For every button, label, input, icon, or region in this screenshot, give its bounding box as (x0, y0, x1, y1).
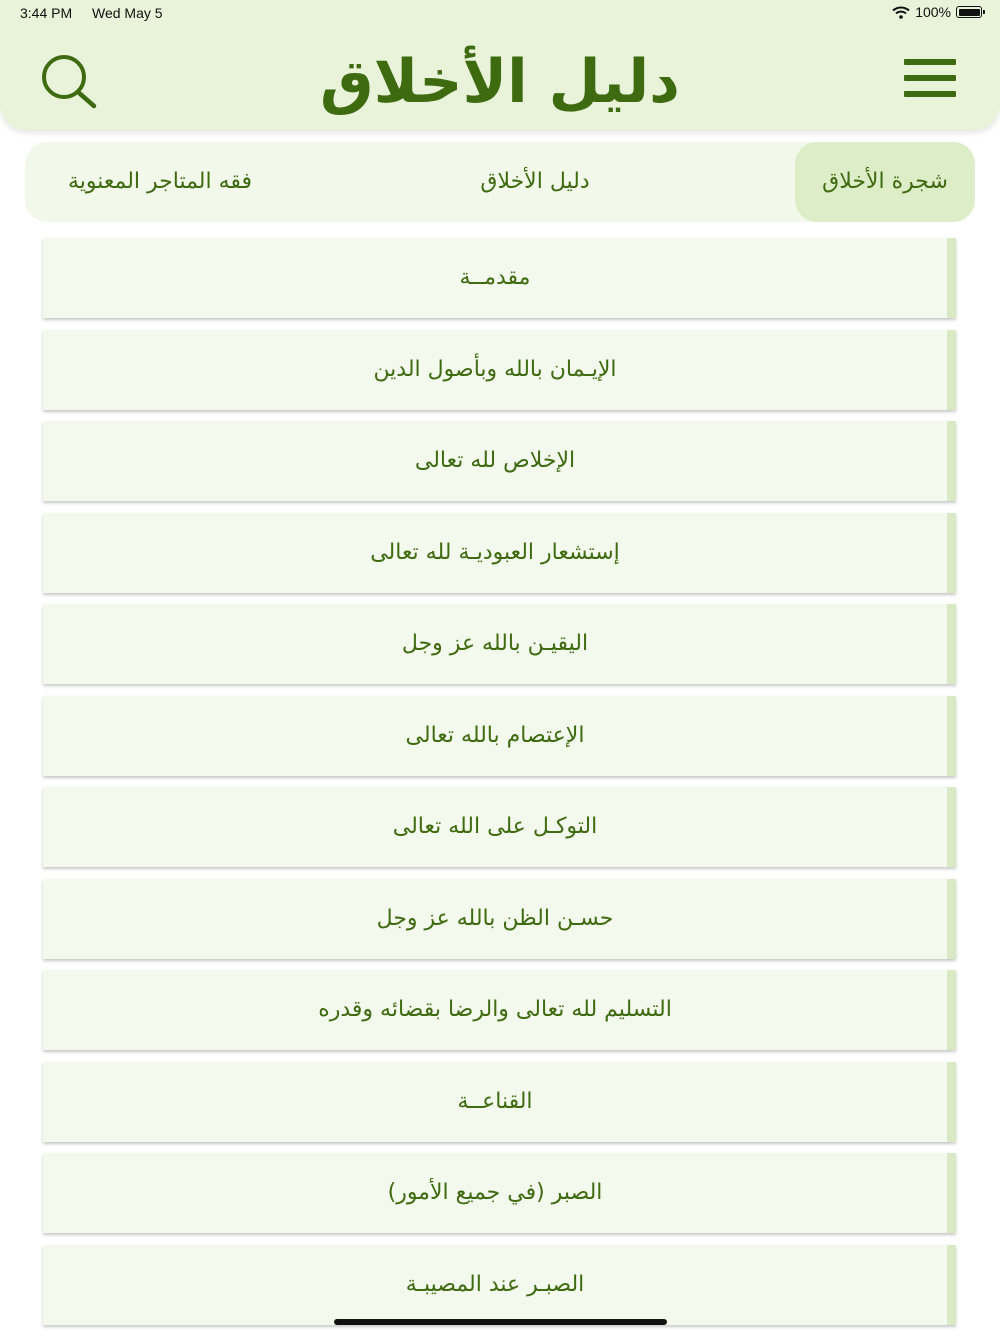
search-icon (38, 52, 102, 112)
list-item[interactable]: الإيـمان بالله وبأصول الدين (43, 330, 956, 410)
list-item[interactable]: حسـن الظن بالله عز وجل (43, 879, 956, 959)
status-bar (0, 0, 1000, 28)
battery-percent: 100% (915, 4, 951, 20)
list-item[interactable]: مقدمــة (43, 238, 956, 318)
tab-akhlaq-tree[interactable]: شجرة الأخلاق (795, 142, 975, 222)
list-item[interactable]: الإخلاص لله تعالى (43, 421, 956, 501)
status-time: 3:44 PM (20, 5, 73, 21)
menu-line (904, 91, 956, 97)
hamburger-menu-icon[interactable] (904, 57, 960, 101)
battery-icon (956, 6, 982, 18)
list-item[interactable]: الصبـر عند المصيبـة (43, 1245, 956, 1325)
topics-list (43, 238, 958, 1336)
home-indicator[interactable] (334, 1319, 667, 1325)
menu-line (904, 75, 956, 81)
status-right (892, 4, 982, 20)
wifi-icon (892, 6, 910, 19)
tab-moral-trade-fiqh[interactable]: فقه المتاجر المعنوية (67, 169, 253, 194)
menu-line (904, 59, 956, 65)
search-button[interactable] (38, 52, 102, 112)
list-item[interactable]: القناعــة (43, 1062, 956, 1142)
app-title: دليل الأخلاق (320, 47, 680, 117)
list-item[interactable]: الإعتصام بالله تعالى (43, 696, 956, 776)
tab-akhlaq-guide[interactable]: دليل الأخلاق (480, 169, 590, 194)
list-item[interactable]: التسليم لله تعالى والرضا بقضائه وقدره (43, 970, 956, 1050)
list-item[interactable]: إستشعار العبوديـة لله تعالى (43, 513, 956, 593)
list-item[interactable]: اليقيـن بالله عز وجل (43, 604, 956, 684)
list-item[interactable]: التوكـل على الله تعالى (43, 787, 956, 867)
tab-bar (25, 142, 975, 222)
status-date: Wed May 5 (92, 5, 163, 21)
list-item[interactable]: الصبر (في جميع الأمور) (43, 1153, 956, 1233)
